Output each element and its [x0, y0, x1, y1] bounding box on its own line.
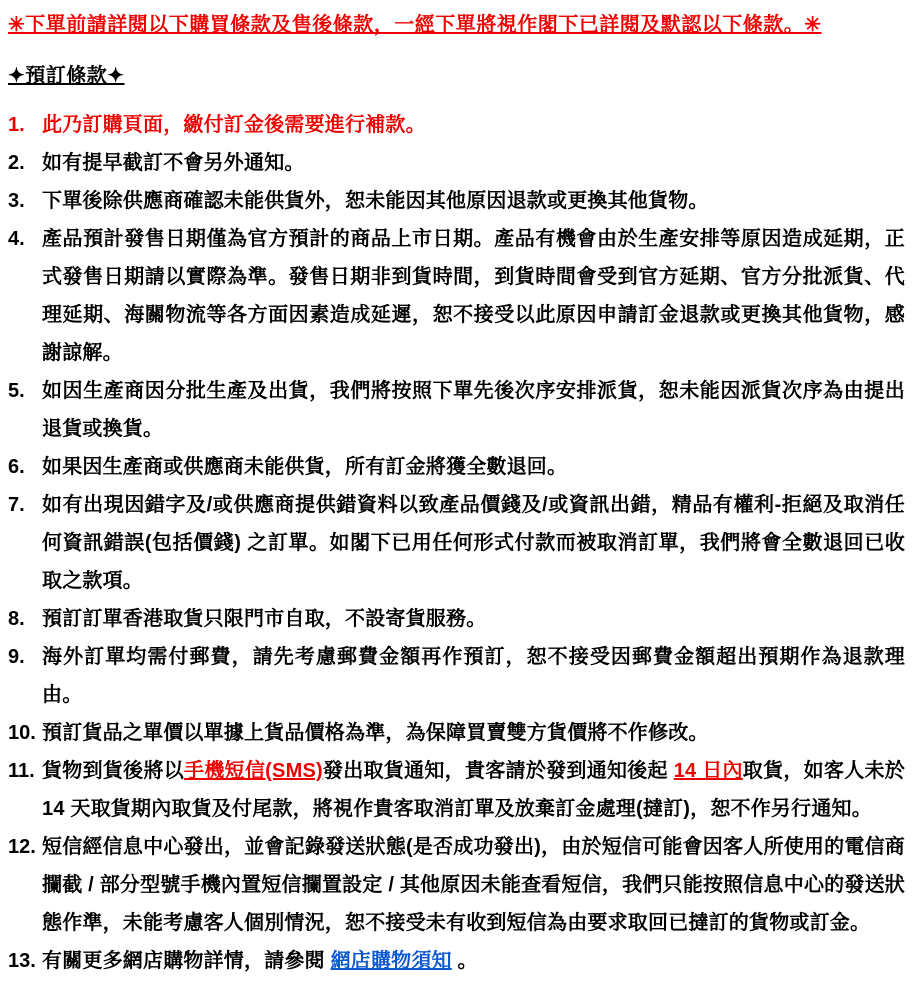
term-number: 10.: [8, 722, 36, 744]
term-item: [8, 828, 905, 942]
term-number: 7.: [8, 494, 25, 516]
term-text: [42, 106, 905, 144]
term-number: 4.: [8, 228, 25, 250]
term-item: [8, 144, 905, 182]
term-item: [8, 220, 905, 372]
term-segment: 此乃訂購頁面，繳付訂金後需要進行補款。: [42, 114, 426, 136]
term-number: 9.: [8, 646, 25, 668]
term-segment: 有關更多網店購物詳情，請參閱: [42, 950, 331, 972]
term-segment: 產品預計發售日期僅為官方預計的商品上市日期。產品有機會由於生產安排等原因造成延期，正式發售日期請以實際為準。發售日期非到貨時間，到貨時間會受到官方延期、官方分批派貨、代理延期、海關物流等各方面因素造成延遲，恕不接受以此原因申請訂金退款或更換其他貨物，感謝諒解。: [42, 228, 905, 364]
term-text: [42, 828, 905, 942]
term-item: [8, 106, 905, 144]
term-segment: 發出取貨通知，貴客請於發到通知後起: [322, 760, 674, 782]
term-segment: 下單後除供應商確認未能供貨外，恕未能因其他原因退款或更換其他貨物。: [42, 190, 709, 212]
term-number: 3.: [8, 190, 25, 212]
term-segment: 如有出現因錯字及/或供應商提供錯資料以致產品價錢及/或資訊出錯，精品有權利-拒絕及取消任何資訊錯誤(包括價錢) 之訂單。如閣下已用任何形式付款而被取消訂單，我們將會全數退回已收取之款項。: [42, 494, 905, 592]
term-item: [8, 182, 905, 220]
term-text: [42, 486, 905, 600]
term-segment: 預訂貨品之單價以單據上貨品價格為準，為保障買賣雙方貨價將不作修改。: [42, 722, 709, 744]
term-item: [8, 714, 905, 752]
term-text: [42, 600, 905, 638]
term-segment: 如有提早截訂不會另外通知。: [42, 152, 305, 174]
term-number: 1.: [8, 114, 25, 136]
term-item: [8, 486, 905, 600]
term-text: [42, 448, 905, 486]
terms-list: [8, 106, 905, 980]
term-number: 12.: [8, 836, 36, 858]
term-segment: 短信經信息中心發出，並會記錄發送狀態(是否成功發出)，由於短信可能會因客人所使用的電信商攔截 / 部分型號手機內置短信攔置設定 / 其他原因未能查看短信，我們只能按照信息中心的發送狀態作準，未能考慮客人個別情況，恕不接受未有收到短信為由要求取回已撻訂的貨物或訂金。: [42, 836, 905, 934]
term-item: [8, 372, 905, 448]
section-heading-preorder-terms: ✦預訂條款✦: [8, 65, 125, 87]
term-text: [42, 372, 905, 448]
shop-guide-link[interactable]: 網店購物須知: [330, 950, 452, 972]
term-text: [42, 182, 905, 220]
highlighted-text: 手機短信(SMS): [184, 760, 323, 782]
term-item: [8, 752, 905, 828]
term-segment: 如因生產商因分批生產及出貨，我們將按照下單先後次序安排派貨，恕未能因派貨次序為由提出退貨或換貨。: [42, 380, 905, 440]
term-segment: 如果因生產商或供應商未能供貨，所有訂金將獲全數退回。: [42, 456, 568, 478]
term-number: 13.: [8, 950, 36, 972]
term-segment: 貨物到貨後將以: [42, 760, 185, 782]
term-text: [42, 752, 905, 828]
term-number: 2.: [8, 152, 25, 174]
term-text: [42, 714, 905, 752]
term-text: [42, 144, 905, 182]
term-segment: 取貨，如客人未於 14 天取貨期內取貨及付尾款，將視作貴客取消訂單及放棄訂金處理(撻訂)，恕不作另行通知。: [42, 760, 905, 820]
term-number: 8.: [8, 608, 25, 630]
term-text: [42, 638, 905, 714]
term-number: 6.: [8, 456, 25, 478]
term-number: 11.: [8, 760, 35, 782]
term-item: [8, 448, 905, 486]
term-item: [8, 600, 905, 638]
term-segment: 預訂訂單香港取貨只限門市自取，不設寄貨服務。: [42, 608, 487, 630]
term-segment: 海外訂單均需付郵費，請先考慮郵費金額再作預訂，恕不接受因郵費金額超出預期作為退款理由。: [42, 646, 905, 706]
highlighted-text: 14 日內: [673, 760, 743, 782]
term-text: [42, 220, 905, 372]
term-item: [8, 638, 905, 714]
term-segment: 。: [451, 950, 478, 972]
page-title: ✳下單前請詳閱以下購買條款及售後條款，一經下單將視作閣下已詳閱及默認以下條款。✳: [8, 14, 822, 36]
term-number: 5.: [8, 380, 25, 402]
